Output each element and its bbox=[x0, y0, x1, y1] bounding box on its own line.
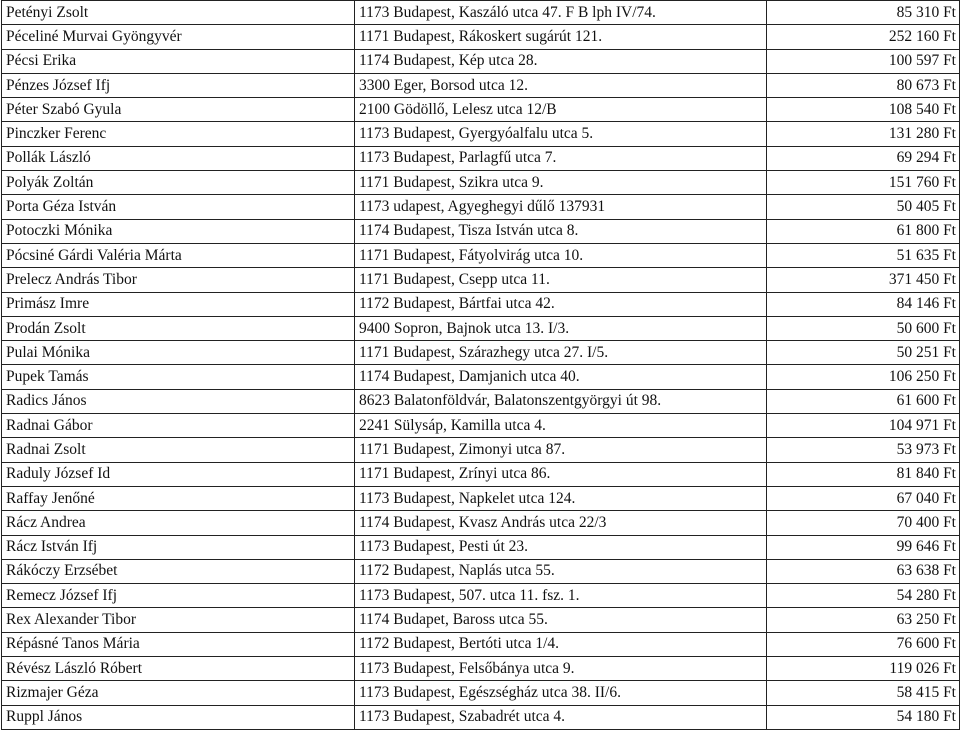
name-cell: Pollák László bbox=[2, 146, 355, 170]
name-cell: Péter Szabó Gyula bbox=[2, 98, 355, 122]
table-row bbox=[2, 49, 960, 73]
name-cell: Radics János bbox=[2, 389, 355, 413]
name-cell: Raffay Jenőné bbox=[2, 486, 355, 510]
name-cell: Petényi Zsolt bbox=[2, 1, 355, 25]
table-row bbox=[2, 316, 960, 340]
table-row bbox=[2, 414, 960, 438]
amount-cell: 50 405 Ft bbox=[767, 195, 960, 219]
name-cell: Prelecz András Tibor bbox=[2, 268, 355, 292]
address-cell: 1171 Budapest, Zrínyi utca 86. bbox=[355, 462, 767, 486]
table-row bbox=[2, 341, 960, 365]
name-cell: Ruppl János bbox=[2, 705, 355, 729]
amount-cell: 58 415 Ft bbox=[767, 681, 960, 705]
table-row bbox=[2, 219, 960, 243]
amount-cell: 371 450 Ft bbox=[767, 268, 960, 292]
amount-cell: 119 026 Ft bbox=[767, 657, 960, 681]
table-row bbox=[2, 122, 960, 146]
amount-cell: 100 597 Ft bbox=[767, 49, 960, 73]
table-row bbox=[2, 243, 960, 267]
name-cell: Remecz József Ifj bbox=[2, 584, 355, 608]
table-row bbox=[2, 146, 960, 170]
table-row bbox=[2, 511, 960, 535]
address-cell: 8623 Balatonföldvár, Balatonszentgyörgyi út 98. bbox=[355, 389, 767, 413]
table-row bbox=[2, 25, 960, 49]
amount-cell: 85 310 Ft bbox=[767, 1, 960, 25]
amount-cell: 151 760 Ft bbox=[767, 171, 960, 195]
table-row bbox=[2, 98, 960, 122]
address-cell: 1173 Budapest, Napkelet utca 124. bbox=[355, 486, 767, 510]
name-cell: Pupek Tamás bbox=[2, 365, 355, 389]
address-cell: 1173 Budapest, Egészségház utca 38. II/6. bbox=[355, 681, 767, 705]
name-cell: Pinczker Ferenc bbox=[2, 122, 355, 146]
address-cell: 1173 Budapest, 507. utca 11. fsz. 1. bbox=[355, 584, 767, 608]
address-cell: 9400 Sopron, Bajnok utca 13. I/3. bbox=[355, 316, 767, 340]
table-row bbox=[2, 681, 960, 705]
address-cell: 1171 Budapest, Csepp utca 11. bbox=[355, 268, 767, 292]
name-cell: Raduly József Id bbox=[2, 462, 355, 486]
amount-cell: 51 635 Ft bbox=[767, 243, 960, 267]
amount-cell: 81 840 Ft bbox=[767, 462, 960, 486]
table-row bbox=[2, 535, 960, 559]
name-cell: Rizmajer Géza bbox=[2, 681, 355, 705]
table-row bbox=[2, 438, 960, 462]
name-cell: Prodán Zsolt bbox=[2, 316, 355, 340]
address-cell: 1172 Budapest, Bártfai utca 42. bbox=[355, 292, 767, 316]
amount-cell: 50 600 Ft bbox=[767, 316, 960, 340]
address-cell: 1171 Budapest, Szárazhegy utca 27. I/5. bbox=[355, 341, 767, 365]
name-cell: Rácz István Ifj bbox=[2, 535, 355, 559]
table-row bbox=[2, 632, 960, 656]
name-cell: Polyák Zoltán bbox=[2, 171, 355, 195]
address-cell: 1173 Budapest, Szabadrét utca 4. bbox=[355, 705, 767, 729]
amount-cell: 70 400 Ft bbox=[767, 511, 960, 535]
address-cell: 1174 Budapest, Tisza István utca 8. bbox=[355, 219, 767, 243]
address-cell: 1173 Budapest, Gyergyóalfalu utca 5. bbox=[355, 122, 767, 146]
name-cell: Révész László Róbert bbox=[2, 657, 355, 681]
address-cell: 2241 Sülysáp, Kamilla utca 4. bbox=[355, 414, 767, 438]
name-cell: Rákóczy Erzsébet bbox=[2, 559, 355, 583]
table-row bbox=[2, 1, 960, 25]
name-cell: Pécsi Erika bbox=[2, 49, 355, 73]
amount-cell: 54 180 Ft bbox=[767, 705, 960, 729]
name-cell: Radnai Zsolt bbox=[2, 438, 355, 462]
amount-cell: 80 673 Ft bbox=[767, 73, 960, 97]
address-cell: 1171 Budapest, Szikra utca 9. bbox=[355, 171, 767, 195]
amount-cell: 63 638 Ft bbox=[767, 559, 960, 583]
amount-cell: 53 973 Ft bbox=[767, 438, 960, 462]
amount-cell: 61 600 Ft bbox=[767, 389, 960, 413]
amount-cell: 104 971 Ft bbox=[767, 414, 960, 438]
amount-cell: 63 250 Ft bbox=[767, 608, 960, 632]
name-cell: Porta Géza István bbox=[2, 195, 355, 219]
table-row bbox=[2, 389, 960, 413]
name-cell: Pénzes József Ifj bbox=[2, 73, 355, 97]
table-row bbox=[2, 705, 960, 729]
address-cell: 1174 Budapest, Kép utca 28. bbox=[355, 49, 767, 73]
table-body bbox=[2, 1, 960, 730]
address-cell: 1171 Budapest, Zimonyi utca 87. bbox=[355, 438, 767, 462]
table-row bbox=[2, 559, 960, 583]
payee-table bbox=[1, 0, 960, 730]
address-cell: 1174 Budapet, Baross utca 55. bbox=[355, 608, 767, 632]
table-row bbox=[2, 292, 960, 316]
table-row bbox=[2, 657, 960, 681]
table-row bbox=[2, 365, 960, 389]
amount-cell: 69 294 Ft bbox=[767, 146, 960, 170]
address-cell: 1171 Budapest, Fátyolvirág utca 10. bbox=[355, 243, 767, 267]
address-cell: 1173 Budapest, Pesti út 23. bbox=[355, 535, 767, 559]
address-cell: 1174 Budapest, Kvasz András utca 22/3 bbox=[355, 511, 767, 535]
name-cell: Pócsiné Gárdi Valéria Márta bbox=[2, 243, 355, 267]
table-row bbox=[2, 608, 960, 632]
name-cell: Potoczki Mónika bbox=[2, 219, 355, 243]
table-row bbox=[2, 268, 960, 292]
name-cell: Radnai Gábor bbox=[2, 414, 355, 438]
name-cell: Primász Imre bbox=[2, 292, 355, 316]
amount-cell: 54 280 Ft bbox=[767, 584, 960, 608]
name-cell: Rex Alexander Tibor bbox=[2, 608, 355, 632]
address-cell: 1172 Budapest, Bertóti utca 1/4. bbox=[355, 632, 767, 656]
name-cell: Rácz Andrea bbox=[2, 511, 355, 535]
amount-cell: 252 160 Ft bbox=[767, 25, 960, 49]
address-cell: 1174 Budapest, Damjanich utca 40. bbox=[355, 365, 767, 389]
table-row bbox=[2, 584, 960, 608]
table-row bbox=[2, 462, 960, 486]
amount-cell: 76 600 Ft bbox=[767, 632, 960, 656]
amount-cell: 108 540 Ft bbox=[767, 98, 960, 122]
amount-cell: 106 250 Ft bbox=[767, 365, 960, 389]
address-cell: 1173 Budapest, Kaszáló utca 47. F B lph IV/74. bbox=[355, 1, 767, 25]
name-cell: Pulai Mónika bbox=[2, 341, 355, 365]
name-cell: Répásné Tanos Mária bbox=[2, 632, 355, 656]
address-cell: 1171 Budapest, Rákoskert sugárút 121. bbox=[355, 25, 767, 49]
address-cell: 1173 udapest, Agyeghegyi dűlő 137931 bbox=[355, 195, 767, 219]
address-cell: 1172 Budapest, Naplás utca 55. bbox=[355, 559, 767, 583]
address-cell: 1173 Budapest, Parlagfű utca 7. bbox=[355, 146, 767, 170]
amount-cell: 84 146 Ft bbox=[767, 292, 960, 316]
name-cell: Péceliné Murvai Gyöngyvér bbox=[2, 25, 355, 49]
address-cell: 3300 Eger, Borsod utca 12. bbox=[355, 73, 767, 97]
table-row bbox=[2, 195, 960, 219]
amount-cell: 61 800 Ft bbox=[767, 219, 960, 243]
address-cell: 1173 Budapest, Felsőbánya utca 9. bbox=[355, 657, 767, 681]
table-row bbox=[2, 73, 960, 97]
table-row bbox=[2, 486, 960, 510]
address-cell: 2100 Gödöllő, Lelesz utca 12/B bbox=[355, 98, 767, 122]
amount-cell: 67 040 Ft bbox=[767, 486, 960, 510]
amount-cell: 99 646 Ft bbox=[767, 535, 960, 559]
amount-cell: 131 280 Ft bbox=[767, 122, 960, 146]
amount-cell: 50 251 Ft bbox=[767, 341, 960, 365]
table-row bbox=[2, 171, 960, 195]
